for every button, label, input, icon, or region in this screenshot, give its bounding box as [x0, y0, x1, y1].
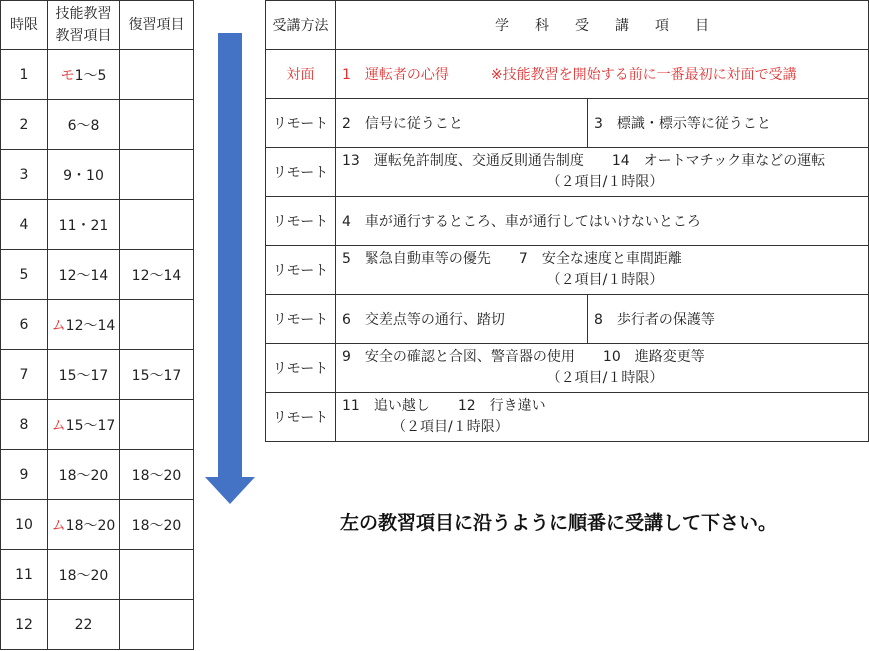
period-cell: 1: [1, 50, 48, 100]
lecture-item-cell: 3 標識・標示等に従うこと: [588, 99, 869, 148]
review-cell: 12～14: [120, 250, 194, 300]
schedule-row: [1, 200, 194, 250]
schedule-row: [1, 300, 194, 350]
method-cell: 対面: [266, 50, 336, 99]
lecture-item-cell: [336, 246, 869, 295]
skill-items-cell: [48, 100, 120, 150]
lecture-items-header: [336, 1, 869, 50]
skill-items-cell: [48, 300, 120, 350]
skill-items-value: 18～20: [58, 467, 109, 484]
skill-items-cell: [48, 250, 120, 300]
schedule-row: [1, 500, 194, 550]
period-cell: 10: [1, 500, 48, 550]
schedule-row: [1, 50, 194, 100]
lecture-item-note: （２項目/１時限）: [392, 419, 509, 435]
method-cell: リモート: [266, 344, 336, 393]
method-cell: リモート: [266, 295, 336, 344]
period-cell: 7: [1, 350, 48, 400]
lecture-row: [266, 393, 869, 442]
review-cell: [120, 600, 194, 650]
skill-items-value: 18～20: [58, 567, 109, 584]
review-cell: [120, 50, 194, 100]
lecture-item-cell: 6 交差点等の通行、踏切: [336, 295, 588, 344]
schedule-header-row: [1, 1, 194, 50]
lecture-row: [266, 344, 869, 393]
mode-prefix: ム: [51, 517, 66, 534]
lecture-item-note: （２項目/１時限）: [546, 370, 664, 386]
schedule-row: [1, 600, 194, 650]
review-cell: 18～20: [120, 500, 194, 550]
lecture-item-cell: [336, 344, 869, 393]
skill-items-header-text: 技能教習教習項目: [55, 6, 112, 44]
schedule-table: [0, 0, 194, 650]
period-header: 時限: [1, 1, 48, 50]
period-cell: 12: [1, 600, 48, 650]
method-cell: リモート: [266, 148, 336, 197]
lecture-row: [266, 197, 869, 246]
lecture-item-note: （２項目/１時限）: [546, 272, 664, 288]
review-cell: [120, 150, 194, 200]
skill-items-cell: [48, 500, 120, 550]
period-cell: 4: [1, 200, 48, 250]
lecture-items-header-text: 学科受講項目: [495, 18, 735, 34]
review-cell: [120, 400, 194, 450]
skill-items-value: 11・21: [58, 217, 109, 234]
review-cell: 18～20: [120, 450, 194, 500]
method-cell: リモート: [266, 246, 336, 295]
review-cell: [120, 200, 194, 250]
skill-items-value: 12～14: [58, 267, 109, 284]
lecture-item-text: 9 安全の確認と合図、警音器の使用 10 進路変更等: [342, 349, 705, 365]
lecture-item-cell: 8 歩行者の保護等: [588, 295, 869, 344]
skill-items-value: 6～8: [67, 117, 100, 134]
schedule-row: [1, 550, 194, 600]
schedule-row: [1, 100, 194, 150]
skill-items-cell: [48, 450, 120, 500]
review-cell: 15～17: [120, 350, 194, 400]
lecture-item-text: 11 追い越し 12 行き違い: [342, 398, 546, 414]
schedule-row: [1, 450, 194, 500]
skill-items-value: 1～5: [74, 67, 107, 84]
period-cell: 8: [1, 400, 48, 450]
review-cell: [120, 550, 194, 600]
skill-items-value: 18～20: [65, 517, 116, 534]
period-cell: 11: [1, 550, 48, 600]
schedule-row: [1, 350, 194, 400]
lecture-item-cell: 1 運転者の心得 ※技能教習を開始する前に一番最初に対面で受講: [336, 50, 869, 99]
skill-items-value: 15～17: [65, 417, 116, 434]
skill-items-cell: [48, 600, 120, 650]
period-cell: 9: [1, 450, 48, 500]
lecture-item-cell: [336, 393, 869, 442]
arrow-shaft: [218, 33, 242, 477]
method-cell: リモート: [266, 393, 336, 442]
skill-items-cell: [48, 50, 120, 100]
mode-prefix: ム: [51, 317, 66, 334]
lecture-row: [266, 246, 869, 295]
method-cell: リモート: [266, 99, 336, 148]
period-cell: 6: [1, 300, 48, 350]
arrow-head: [205, 477, 255, 504]
lecture-item-cell: [336, 148, 869, 197]
skill-items-cell: [48, 150, 120, 200]
period-cell: 5: [1, 250, 48, 300]
schedule-row: [1, 250, 194, 300]
period-cell: 2: [1, 100, 48, 150]
instruction-text: 左の教習項目に沿うように順番に受講して下さい。: [340, 512, 778, 534]
skill-items-cell: [48, 200, 120, 250]
skill-items-cell: [48, 400, 120, 450]
period-cell: 3: [1, 150, 48, 200]
schedule-row: [1, 400, 194, 450]
skill-items-value: 22: [74, 616, 93, 633]
skill-items-value: 12～14: [65, 317, 116, 334]
lecture-table: [265, 0, 869, 442]
schedule-row: [1, 150, 194, 200]
lecture-row: [266, 295, 869, 344]
method-header: 受講方法: [266, 1, 336, 50]
review-cell: [120, 300, 194, 350]
skill-items-value: 9・10: [63, 167, 104, 184]
lecture-item-cell: 4 車が通行するところ、車が通行してはいけないところ: [336, 197, 869, 246]
lecture-row: [266, 50, 869, 99]
skill-items-value: 15～17: [58, 367, 109, 384]
review-cell: [120, 100, 194, 150]
skill-items-header: [48, 1, 120, 50]
skill-items-cell: [48, 550, 120, 600]
lecture-item-text: 5 緊急自動車等の優先 7 安全な速度と車間距離: [342, 251, 682, 267]
review-header: 復習項目: [120, 1, 194, 50]
lecture-row: [266, 99, 869, 148]
mode-prefix: ム: [51, 417, 66, 434]
method-cell: リモート: [266, 197, 336, 246]
lecture-item-cell: 2 信号に従うこと: [336, 99, 588, 148]
lecture-header-row: [266, 1, 869, 50]
skill-items-cell: [48, 350, 120, 400]
lecture-row: [266, 148, 869, 197]
down-arrow-icon: [205, 33, 255, 505]
mode-prefix: モ: [60, 67, 75, 84]
lecture-item-text: 13 運転免許制度、交通反則通告制度 14 オートマチック車などの運転: [342, 153, 826, 169]
lecture-item-note: （２項目/１時限）: [546, 174, 664, 190]
